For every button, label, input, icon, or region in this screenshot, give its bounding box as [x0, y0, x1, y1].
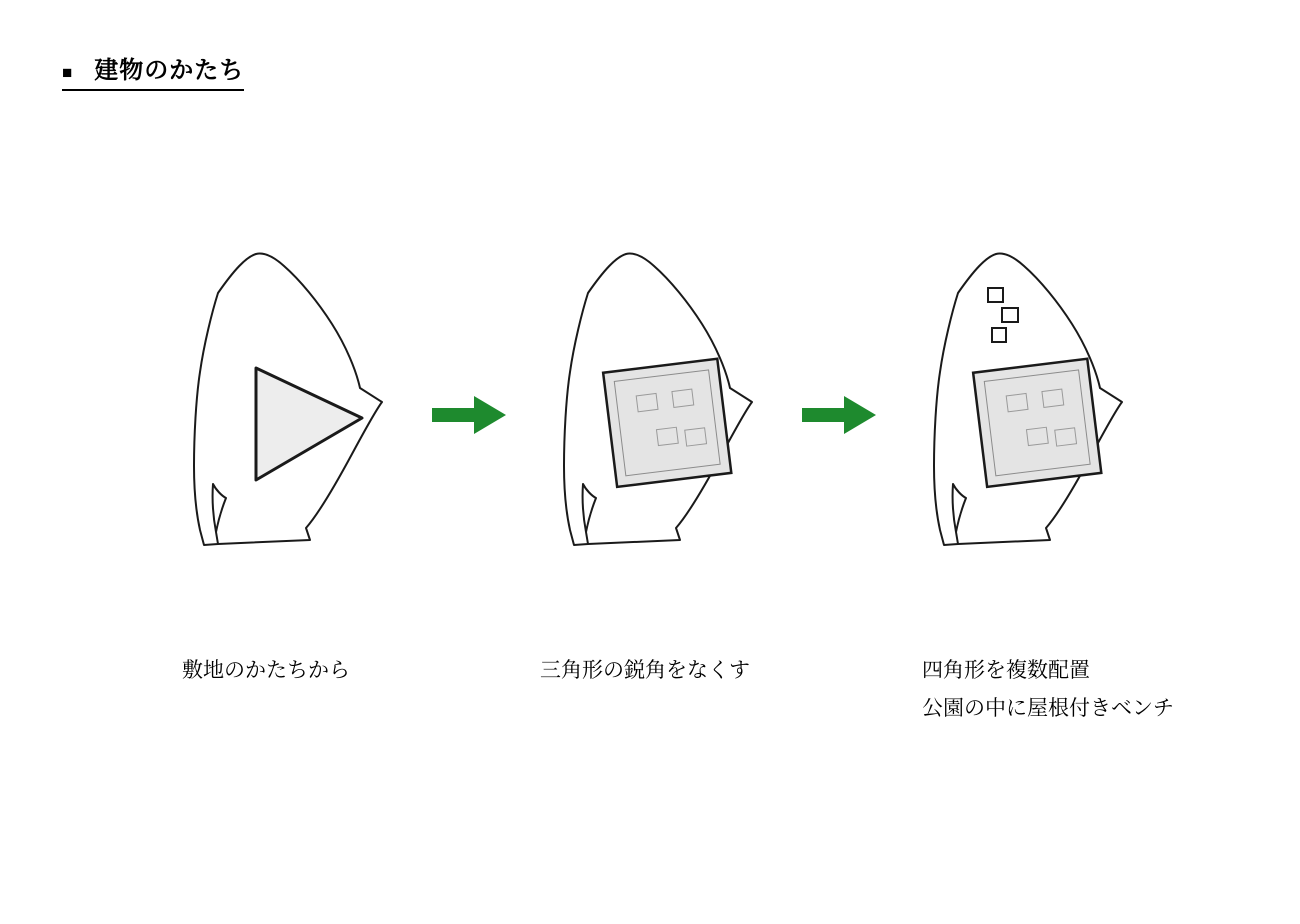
page-title-text: 建物のかたち — [94, 57, 245, 84]
caption-line-1: 三角形の鋭角をなくす — [540, 659, 750, 682]
caption-multiple-squares — [922, 652, 1174, 728]
building-square — [603, 359, 731, 487]
multiple-squares-drawing — [900, 240, 1220, 570]
arrow-shape — [432, 396, 506, 434]
caption-line-1: 敷地のかたちから — [182, 659, 350, 682]
arrow-shape — [802, 396, 876, 434]
caption-remove-acute-angle — [540, 652, 750, 690]
building-square — [973, 359, 1101, 487]
building-outer-rect — [603, 359, 731, 487]
diagram-panel-multiple-squares — [900, 240, 1220, 570]
arrow-2-icon — [800, 390, 880, 440]
caption-line-2: 公園の中に屋根付きベンチ — [922, 697, 1174, 720]
arrow-right-icon — [800, 390, 880, 440]
bench-square-1 — [988, 288, 1003, 302]
caption-site-shape — [182, 652, 350, 690]
bullet-icon: ■ — [62, 63, 73, 82]
arrow-right-icon — [430, 390, 510, 440]
bench-square-2 — [1002, 308, 1018, 322]
arrow-1-icon — [430, 390, 510, 440]
building-outer-rect — [973, 359, 1101, 487]
bench-square-3 — [992, 328, 1006, 342]
caption-line-1: 四角形を複数配置 — [922, 659, 1090, 682]
